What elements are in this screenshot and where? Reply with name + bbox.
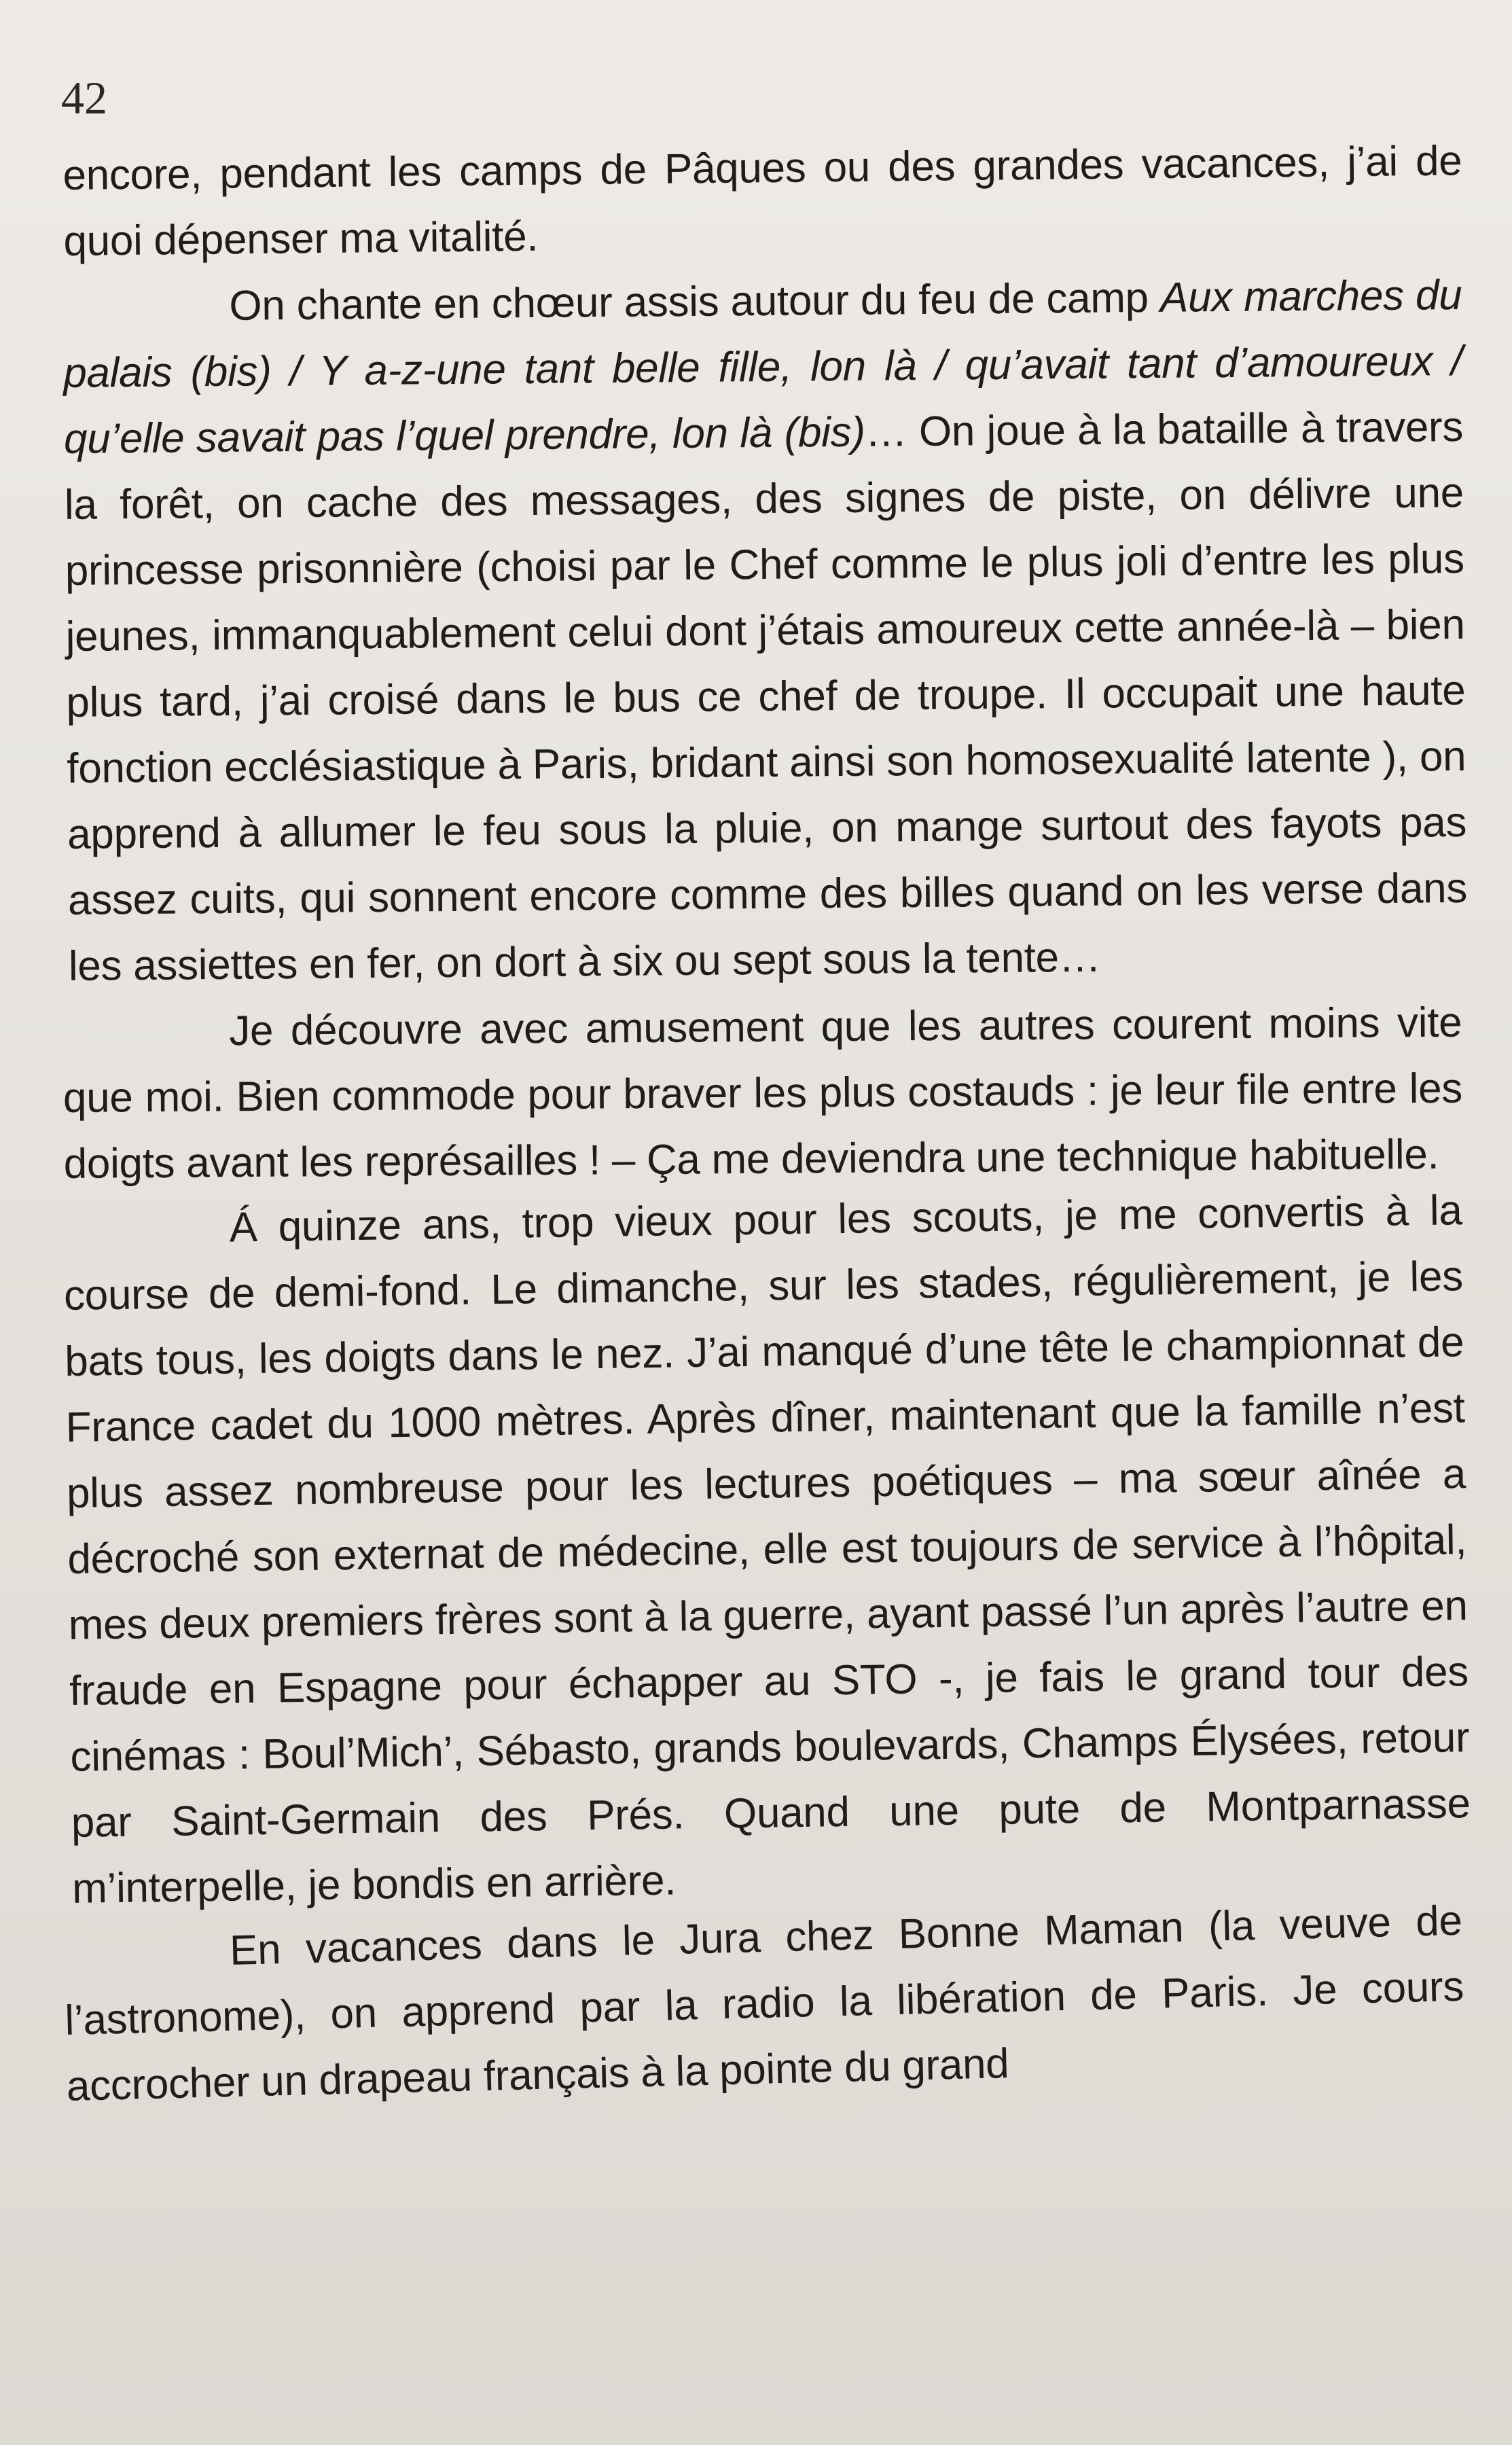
paragraph-4: Á quinze ans, trop vieux pour les scouts, je me convertis à la course de demi-fond. Le dimanche, sur les stades, régulièrement, je les bats tous, les doigts dans le nez. J’ai manqué d’une tête le championnat de France cadet du 1000 mètres. Après dîner, maintenant que la famille n’est plus assez nombreuse pour les lectures poétiques – ma sœur aînée a décroché son externat de médecine, elle est toujours de service à l’hôpital, mes deux premiers frères sont à la guerre, ayant passé l’un après l’autre en fraude en Espagne pour échapper au STO -, je fais le grand tour des cinémas : Boul’Mich’, Sébasto, grands boulevards, Champs Élysées, retour par Saint-Germain des Prés. Quand une pute de Montparnasse m’interpelle, je bondis en arrière. [63, 1187, 1471, 1912]
paragraph-3: Je découvre avec amusement que les autres courent moins vite que moi. Bien commode pour braver les plus costauds : je leur file entre les doigts avant les représailles ! – Ça me deviendra une technique habituelle. [62, 999, 1463, 1188]
paragraph-2-rest: … On joue à la bataille à travers la forêt, on cache des messages, des signes de piste, on délivre une princesse prisonnière (choisi par le Chef comme le plus joli d’entre les plus jeunes, immanquablement celui dont j’étais amoureux cette année-là – bien plus tard, j’ai croisé dans le bus ce chef de troupe. Il occupait une haute fonction ecclésiastique à Paris, bridant ainsi son homosexualité latente ), on apprend à allumer le feu sous la pluie, on mange surtout des fayots pas assez cuits, qui sonnent encore comme des billes quand on les verse dans les assiettes en fer, on dort à six ou sept sous la tente… [64, 404, 1468, 990]
paragraph-5: En vacances dans le Jura chez Bonne Maman (la veuve de l’astronome), on apprend par la radio la libération de Paris. Je cours accrocher un drapeau français à la pointe du grand [64, 1897, 1464, 2110]
paragraph-2 [62, 262, 1468, 999]
song-lyrics: Aux marches du palais (bis) / Y a-z-une tant belle fille, lon là / qu’avait tant d’amoureux / qu’elle savait pas l’quel prendre, lon là (bis) [62, 272, 1463, 463]
page-number: 42 [61, 72, 107, 124]
paragraph-1: encore, pendant les camps de Pâques ou des grandes vacances, j’ai de quoi dépenser ma vitalité. [62, 137, 1462, 265]
body-text [62, 137, 1471, 2120]
paragraph-2-lead: On chante en chœur assis autour du feu de camp [229, 274, 1161, 329]
